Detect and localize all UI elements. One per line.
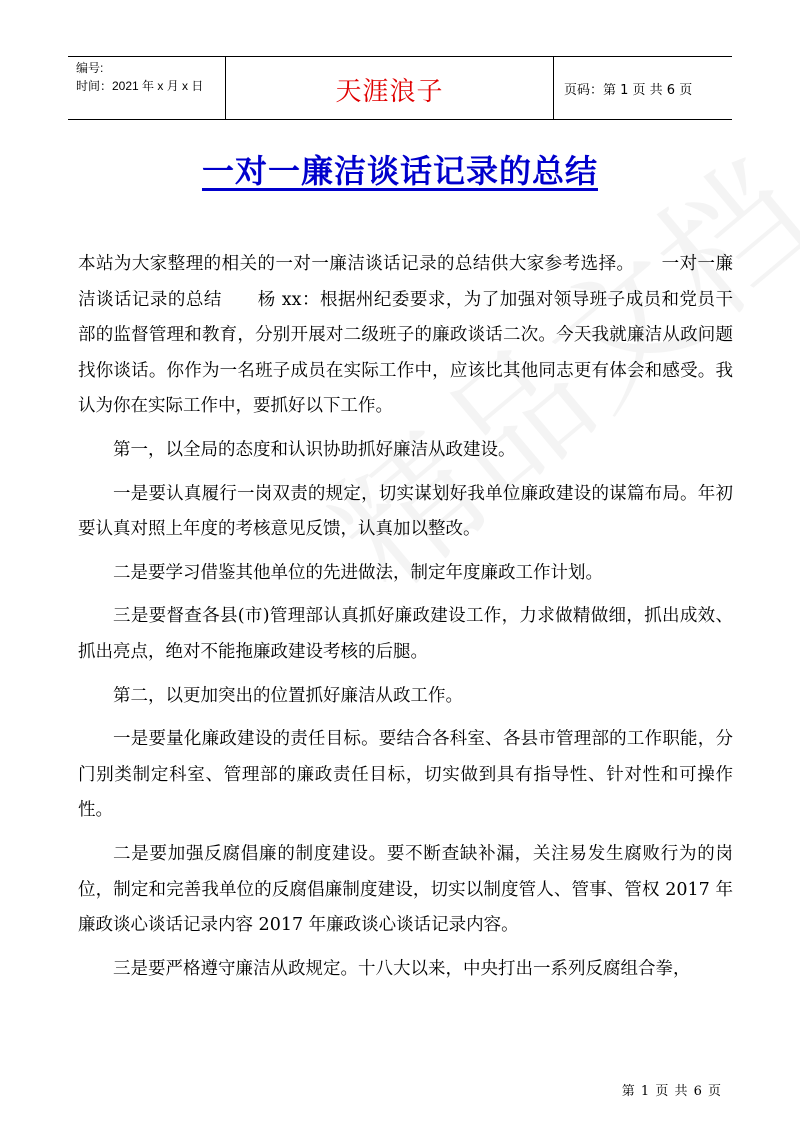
body-paragraph: 一是要量化廉政建设的责任目标。要结合各科室、各县市管理部的工作职能，分门别类制定科室、管理部的廉政责任目标，切实做到具有指导性、针对性和可操作性。 [78,729,733,821]
page-footer: 第 1 页 共 6 页 [621,1084,722,1099]
body-paragraph: 二是要学习借鉴其他单位的先进做法，制定年度廉政工作计划。 [113,562,603,583]
document-body [78,247,733,995]
header-meta-cell [68,57,226,119]
intro-paragraph: 本站为大家整理的相关的一对一廉洁谈话记录的总结供大家参考选择。 一对一廉洁谈话记录的总结 杨 xx：根据州纪委要求，为了加强对领导班子成员和党员干部的监督管理和教育，分别开展对二级班子的廉政谈话二次。今天我就廉洁从政问题找你谈话。你作为一名班子成员在实际工作中，应该比其他同志更有体会和感受。我认为你在实际工作中，要抓好以下工作。 [78,254,733,417]
section-heading-1: 第一，以全局的态度和认识协助抓好廉洁从政建设。 [113,439,516,460]
header-brand-cell [226,57,554,119]
number-label: 编号: [76,61,104,75]
body-paragraph: 三是要督查各县(市)管理部认真抓好廉政建设工作，力求做精做细，抓出成效、抓出亮点，绝对不能拖廉政建设考核的后腿。 [78,606,733,662]
section-heading-2: 第二，以更加突出的位置抓好廉洁从政工作。 [113,685,463,706]
brand-name: 天涯浪子 [335,77,444,107]
page-header [68,56,732,120]
header-page-info: 页码：第 1 页 共 6 页 [564,83,693,98]
header-page-cell [554,57,732,119]
document-title[interactable]: 一对一廉洁谈话记录的总结 [201,152,598,190]
time-label: 时间：2021 年 x 月 x 日 [76,79,204,93]
body-paragraph: 一是要认真履行一岗双责的规定，切实谋划好我单位廉政建设的谋篇布局。年初要认真对照上年度的考核意见反馈，认真加以整改。 [78,483,733,540]
body-paragraph: 三是要严格遵守廉洁从政规定。十八大以来，中央打出一系列反腐组合拳， [113,958,691,979]
body-paragraph: 二是要加强反腐倡廉的制度建设。要不断查缺补漏，关注易发生腐败行为的岗位，制定和完善我单位的反腐倡廉制度建设，切实以制度管人、管事、管权 2017 年廉政谈心谈话记录内容 2017 年廉政谈心谈话记录内容。 [78,843,733,936]
